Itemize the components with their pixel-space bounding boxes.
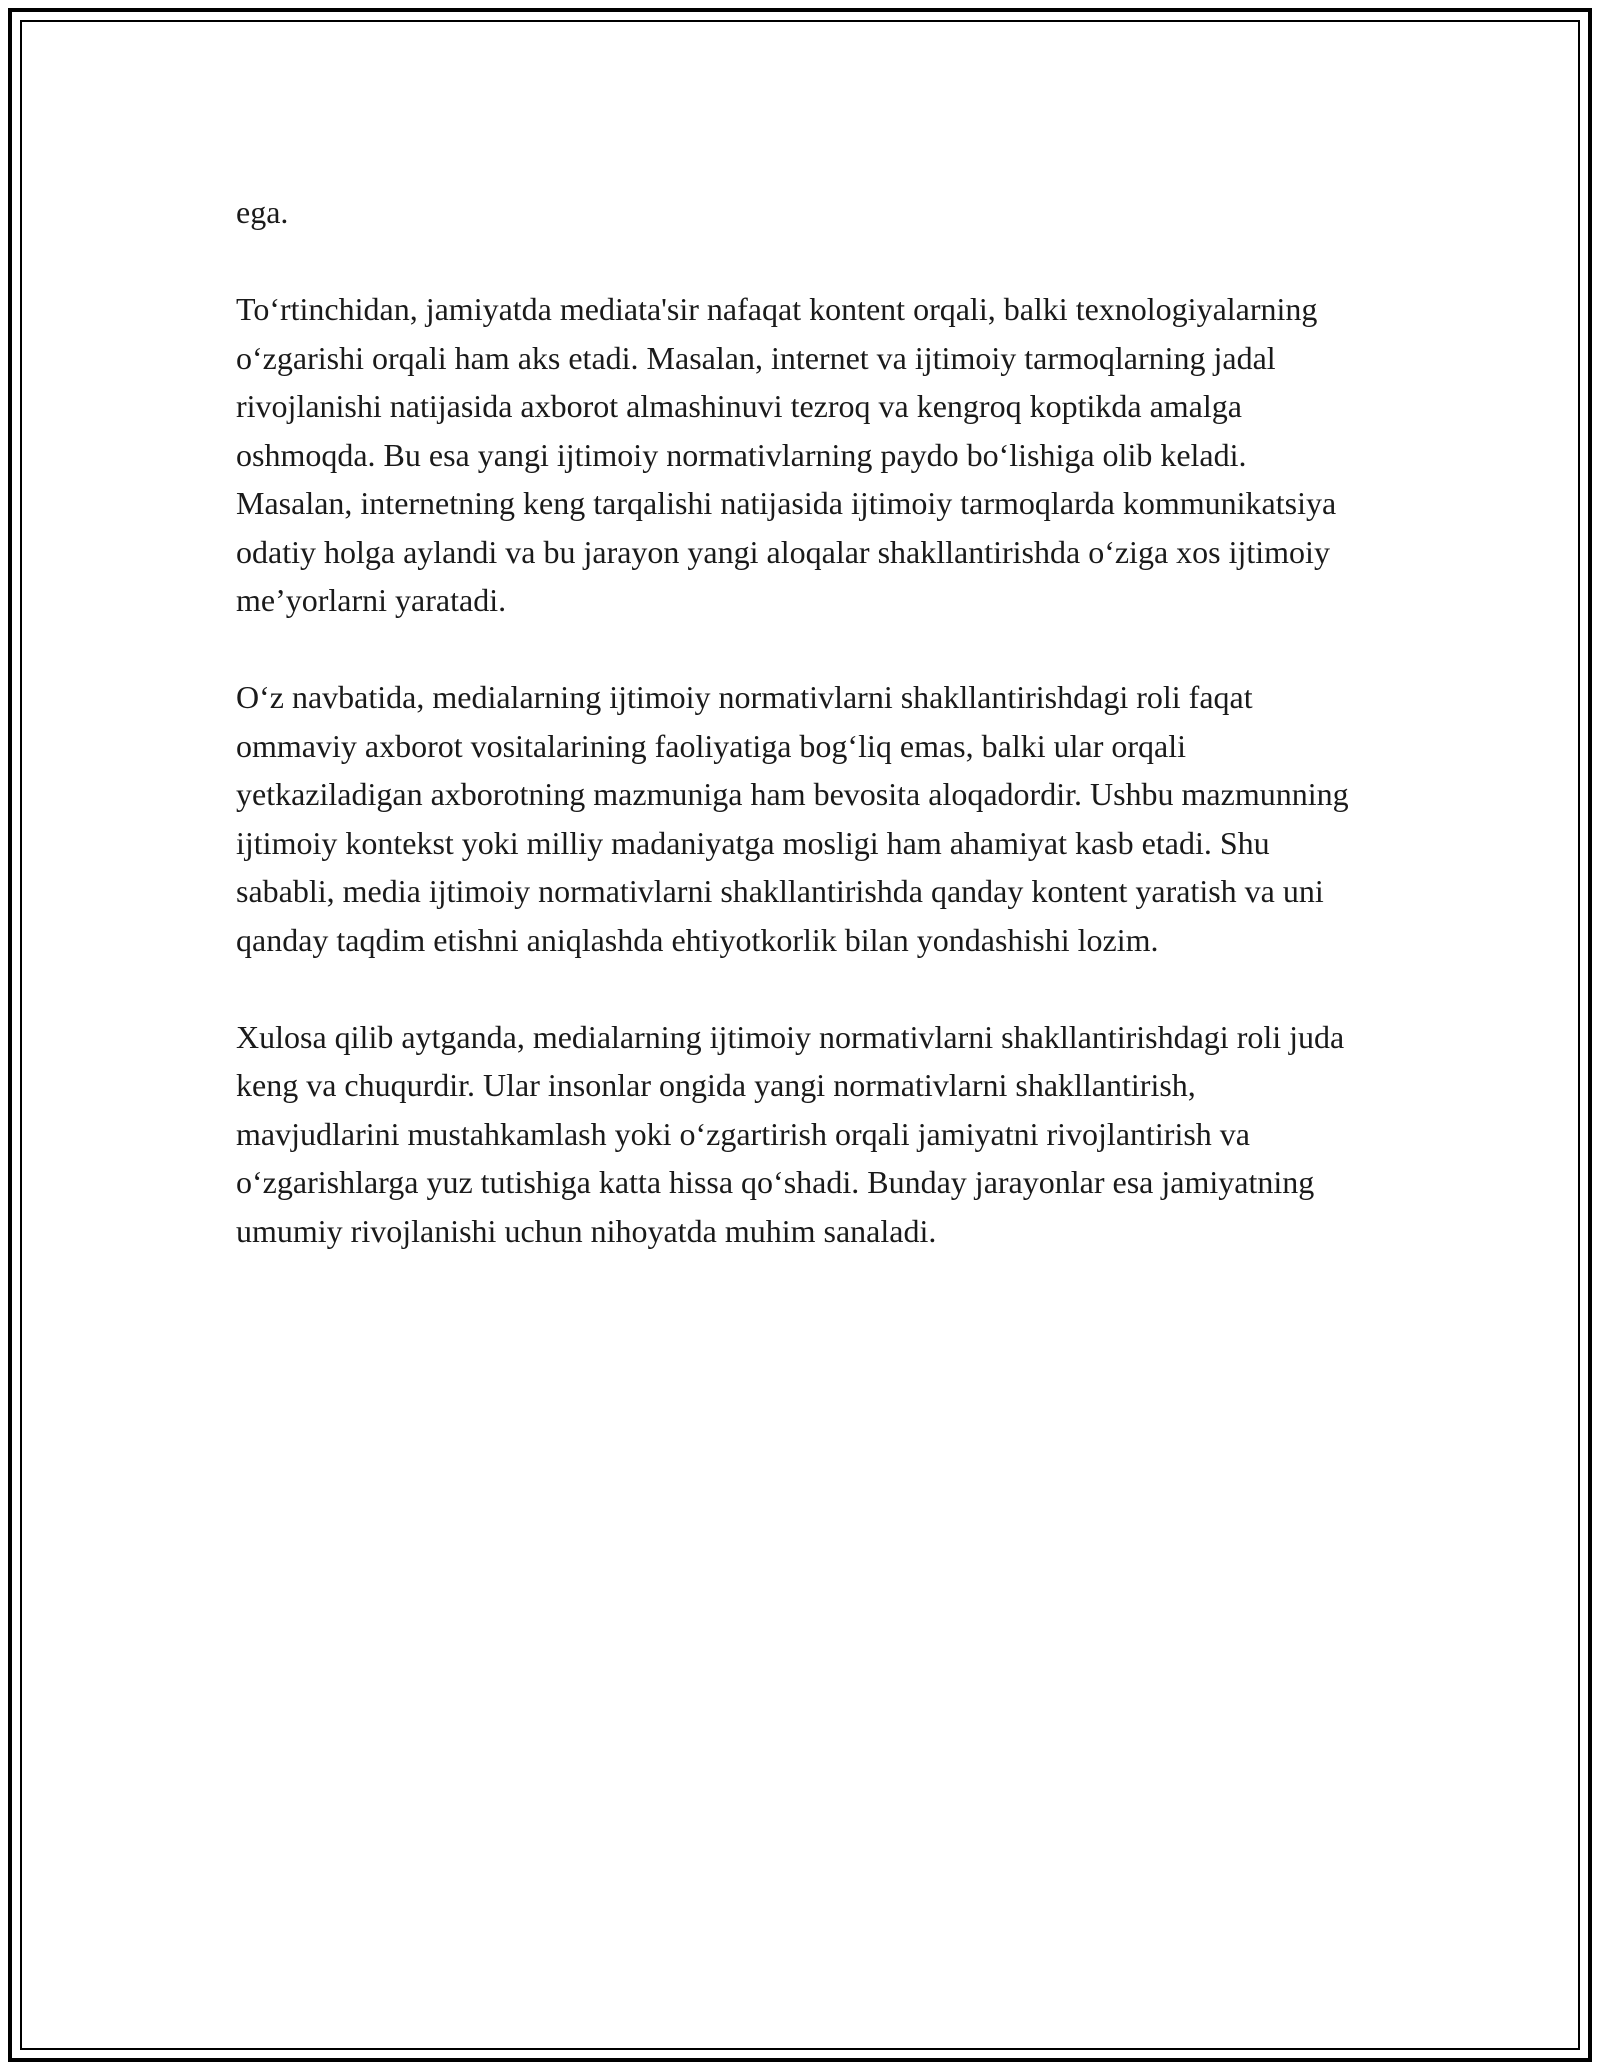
paragraph-conclusion: Xulosa qilib aytganda, medialarning ijtimoiy normativlarni shakllantirishdagi roli juda keng va chuqurdir. Ular insonlar ongida yangi normativlarni shakllantirish, mavjudlarini mustahkamlash yoki o‘zgartirish orqali jamiyatni rivojlantirish va o‘zgarishlarga yuz tutishiga katta hissa qo‘shadi. Bunday jarayonlar esa jamiyatning umumiy rivojlanishi uchun nihoyatda muhim sanaladi. <box>236 1018 1345 1249</box>
paragraph-continuation: ega. <box>236 194 289 230</box>
paragraph-fourthly: To‘rtinchidan, jamiyatda mediata'sir nafaqat kontent orqali, balki texnologiyalarning o‘zgarishi orqali ham aks etadi. Masalan, internet va ijtimoiy tarmoqlarning jadal rivojlanishi natijasida axborot almashinuvi tezroq va kengroq koptikda amalga oshmoqda. Bu esa yangi ijtimoiy normativlarning paydo bo‘lishiga olib keladi. Masalan, internetning keng tarqalishi natijasida ijtimoiy tarmoqlarda kommunikatsiya odatiy holga aylandi va bu jarayon yangi aloqalar shakllantirishda o‘ziga xos ijtimoiy me’yorlarni yaratadi. <box>236 291 1337 618</box>
document-body <box>236 188 1366 1304</box>
paragraph-in-turn: O‘z navbatida, medialarning ijtimoiy normativlarni shakllantirishdagi roli faqat ommaviy axborot vositalarining faoliyatiga bog‘liq emas, balki ular orqali yetkaziladigan axborotning mazmuniga ham bevosita aloqadordir. Ushbu mazmunning ijtimoiy kontekst yoki milliy madaniyatga mosligi ham ahamiyat kasb etadi. Shu sababli, media ijtimoiy normativlarni shakllantirishda qanday kontent yaratish va uni qanday taqdim etishni aniqlashda ehtiyotkorlik bilan yondashishi lozim. <box>236 679 1349 958</box>
